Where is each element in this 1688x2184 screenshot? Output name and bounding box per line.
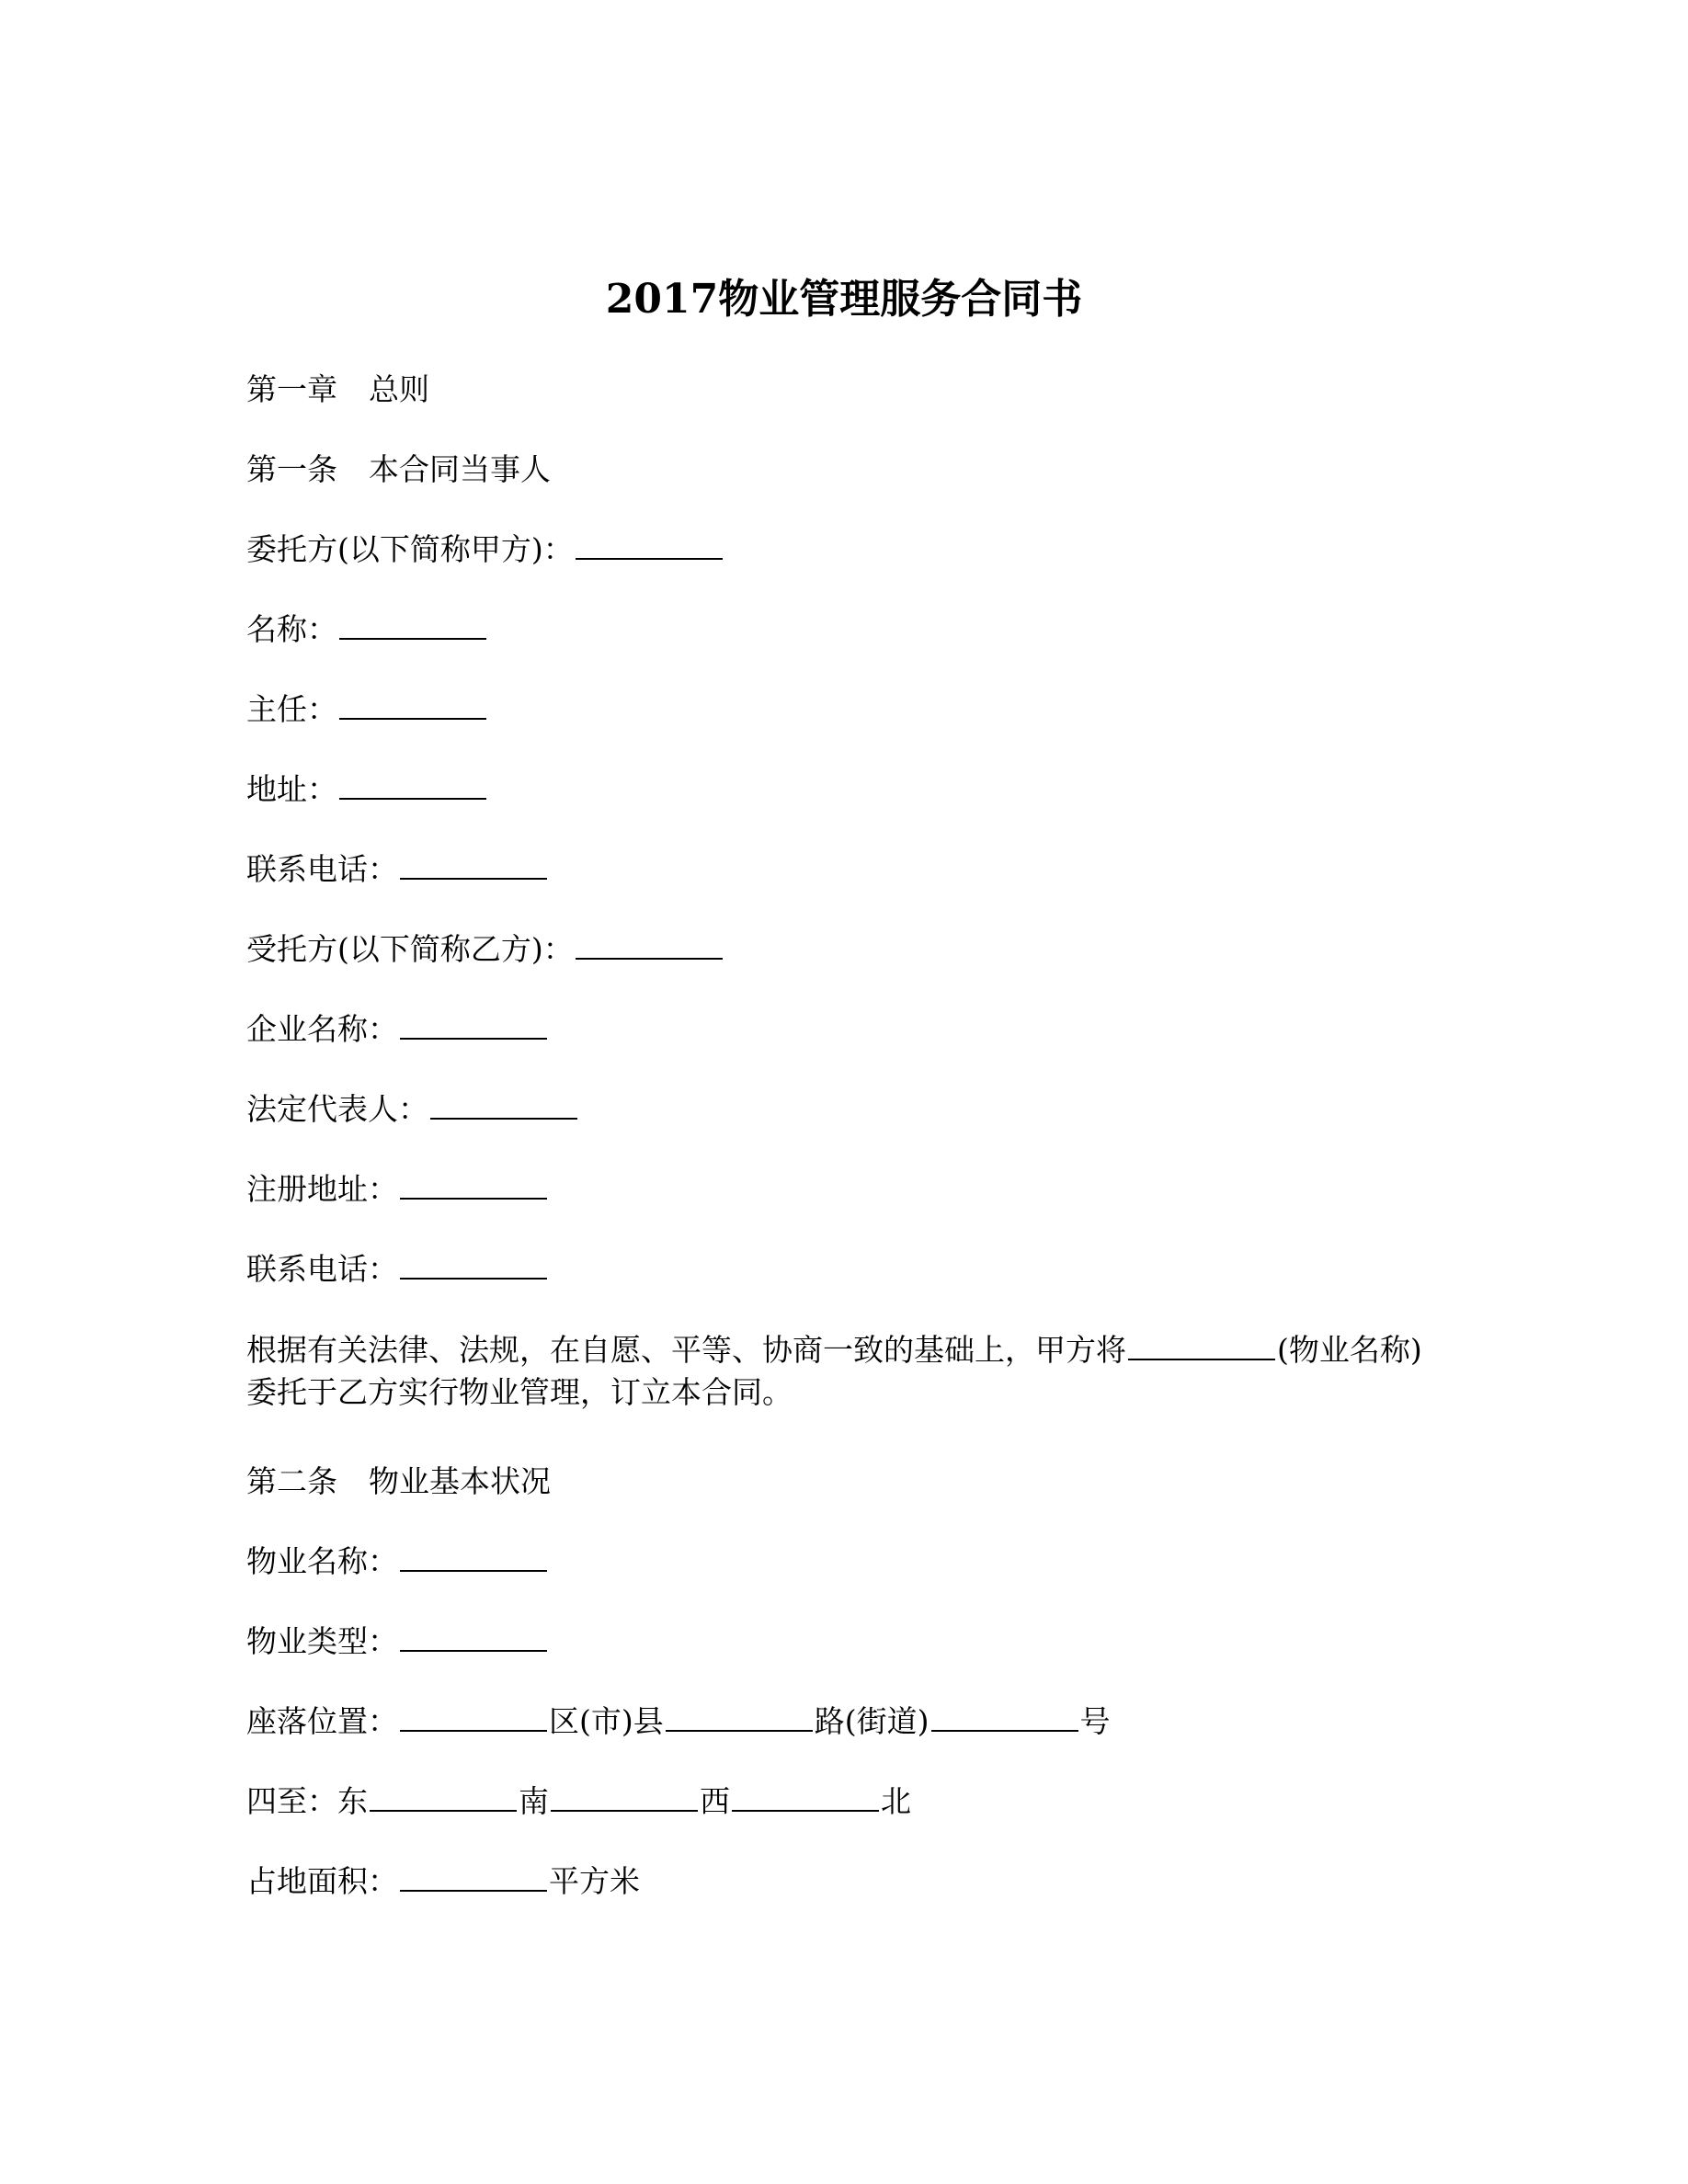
- party-b-phone-blank: [400, 1252, 547, 1280]
- property-location-line: [246, 1700, 1111, 1744]
- party-a-name-line: [246, 608, 488, 652]
- boundary-west-label: 西: [700, 1783, 730, 1819]
- party-a-phone-label: 联系电话：: [246, 851, 398, 887]
- party-a-address-line: [246, 768, 488, 812]
- location-label: 座落位置：: [246, 1703, 398, 1739]
- property-boundaries-line: [246, 1780, 911, 1824]
- chapter-label: 第一章: [246, 371, 337, 407]
- location-district-label: 区(市)县: [549, 1703, 664, 1739]
- preamble-property-blank: [1128, 1333, 1275, 1360]
- article1-label: 第一条: [246, 451, 337, 487]
- area-blank: [400, 1864, 547, 1892]
- article2-heading: [246, 1460, 551, 1504]
- party-b-legal-rep-label: 法定代表人：: [246, 1091, 428, 1127]
- preamble-paragraph: [246, 1329, 1442, 1414]
- chapter-name: 总则: [369, 371, 429, 407]
- area-unit: 平方米: [549, 1863, 640, 1899]
- party-b-company-line: [246, 1007, 549, 1052]
- party-a-director-line: [246, 688, 488, 732]
- party-a-name-label: 名称：: [246, 611, 337, 647]
- article1-heading: [246, 448, 551, 492]
- document-title: 2017物业管理服务合同书: [605, 276, 1083, 323]
- party-a-header-label: 委托方(以下简称甲方)：: [246, 531, 574, 567]
- article1-name: 本合同当事人: [369, 451, 551, 487]
- party-a-director-blank: [339, 692, 486, 720]
- party-b-legal-rep-blank: [430, 1092, 577, 1120]
- party-b-reg-address-label: 注册地址：: [246, 1171, 398, 1207]
- chapter-heading: [246, 368, 429, 412]
- party-a-header: [246, 528, 724, 572]
- property-type-label: 物业类型：: [246, 1623, 398, 1659]
- party-b-header: [246, 927, 724, 972]
- boundary-south-label: 南: [519, 1783, 549, 1819]
- party-a-blank: [576, 532, 723, 560]
- party-a-address-blank: [339, 772, 486, 800]
- boundary-south-blank: [551, 1784, 698, 1812]
- boundary-west-blank: [732, 1784, 879, 1812]
- party-a-name-blank: [339, 612, 486, 640]
- location-road-label: 路(街道): [814, 1703, 930, 1739]
- party-b-company-label: 企业名称：: [246, 1011, 398, 1047]
- party-b-blank: [576, 932, 723, 960]
- property-name-blank: [400, 1544, 547, 1572]
- party-b-phone-line: [246, 1247, 549, 1291]
- party-b-header-label: 受托方(以下简称乙方)：: [246, 931, 574, 967]
- location-number-blank: [931, 1704, 1078, 1732]
- property-area-line: [246, 1860, 640, 1904]
- article2-name: 物业基本状况: [369, 1463, 551, 1499]
- location-district-blank: [400, 1704, 547, 1732]
- boundary-north-label: 北: [881, 1783, 911, 1819]
- property-type-blank: [400, 1624, 547, 1652]
- property-type-line: [246, 1620, 549, 1664]
- location-road-blank: [666, 1704, 813, 1732]
- area-label: 占地面积：: [246, 1863, 398, 1899]
- preamble-part2: (物业名称)委托于乙方实行物业管理，订立本合同。: [246, 1332, 1422, 1410]
- preamble-part1: 根据有关法律、法规，在自愿、平等、协商一致的基础上，甲方将: [246, 1332, 1126, 1368]
- party-b-phone-label: 联系电话：: [246, 1251, 398, 1287]
- party-a-phone-line: [246, 847, 549, 892]
- property-name-label: 物业名称：: [246, 1543, 398, 1579]
- party-b-company-blank: [400, 1012, 547, 1040]
- party-b-legal-rep-line: [246, 1087, 579, 1132]
- article2-label: 第二条: [246, 1463, 337, 1499]
- party-b-reg-address-blank: [400, 1172, 547, 1200]
- location-number-label: 号: [1079, 1703, 1111, 1739]
- boundaries-label: 四至：东: [246, 1783, 368, 1819]
- party-b-reg-address-line: [246, 1167, 549, 1211]
- party-a-address-label: 地址：: [246, 771, 337, 807]
- party-a-phone-blank: [400, 852, 547, 880]
- boundary-east-blank: [370, 1784, 517, 1812]
- property-name-line: [246, 1540, 549, 1584]
- party-a-director-label: 主任：: [246, 691, 337, 727]
